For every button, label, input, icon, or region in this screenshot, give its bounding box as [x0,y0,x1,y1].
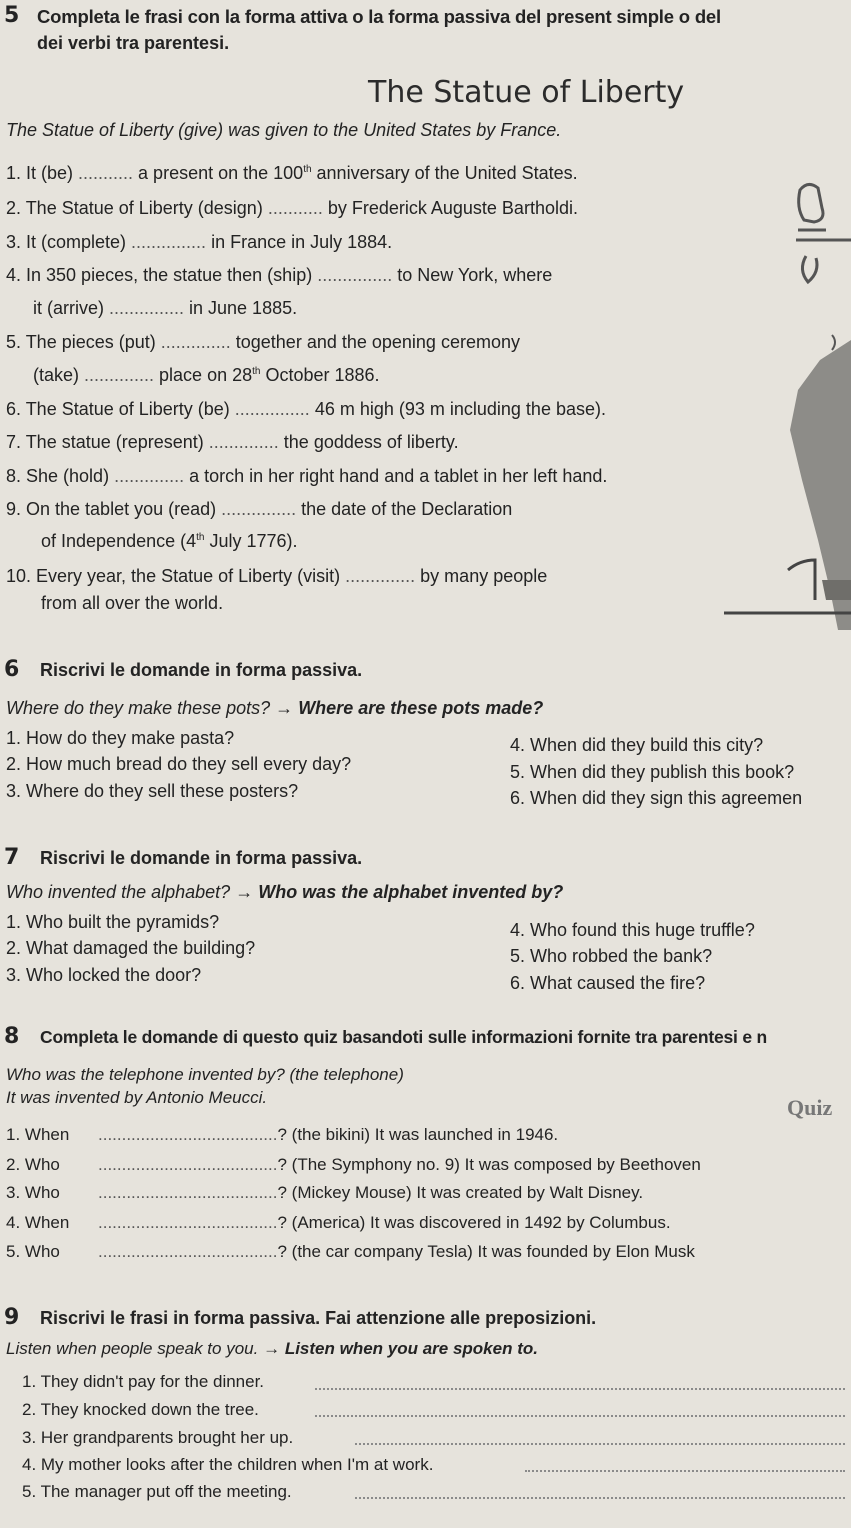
reading-title: The Statue of Liberty [368,75,685,110]
ex8-item-1: 1. When ......................................? (the bikini) It was launched in 1946. [6,1125,559,1144]
exercise-6-number: 6 [4,657,20,682]
ex5-item-7: 7. The statue (represent) .............. the goddess of liberty. [6,432,459,452]
answer-line-1[interactable] [315,1388,845,1390]
ex6-question-1: 1. How do they make pasta? [6,728,235,748]
ex5-item-4: 4. In 350 pieces, the statue then (ship) ............... to New York, where [6,265,553,285]
ex5-item-8: 8. She (hold) .............. a torch in her right hand and a tablet in her left hand. [6,466,608,486]
ex6-question-3: 3. Where do they sell these posters? [6,781,299,801]
ex9-sentence-1: 1. They didn't pay for the dinner. [22,1372,265,1391]
ex8-item-5: 5. Who ......................................? (the car company Tesla) It was founded by Elon Musk [6,1242,695,1261]
answer-line-3[interactable] [355,1443,845,1445]
ex5-item-10: 10. Every year, the Statue of Liberty (visit) .............. by many people [6,566,548,586]
ex5-item-10-cont: from all over the world. [41,593,224,613]
ex6-question-6: 6. When did they sign this agreemen [510,788,803,808]
ex5-item-6: 6. The Statue of Liberty (be) ............... 46 m high (93 m including the base). [6,399,606,419]
exercise-8-instruction: Completa le domande di questo quiz basandoti sulle informazioni fornite tra parentesi e n [40,1027,768,1047]
ex8-item-4: 4. When ......................................? (America) It was discovered in 1492 by Columbus. [6,1213,671,1232]
ex8-item-3: 3. Who ......................................? (Mickey Mouse) It was created by Walt Disney. [6,1183,644,1202]
ex7-question-4: 4. Who found this huge truffle? [510,920,755,940]
ex9-sentence-3: 3. Her grandparents brought her up. [22,1428,294,1447]
answer-line-5[interactable] [355,1497,845,1499]
ex9-sentence-5: 5. The manager put off the meeting. [22,1482,292,1501]
exercise-5-number: 5 [4,3,20,28]
ex6-question-4: 4. When did they build this city? [510,735,764,755]
ex5-item-9: 9. On the tablet you (read) ............... the date of the Declaration [6,499,513,519]
exercise-9-instruction: Riscrivi le frasi in forma passiva. Fai attenzione alle preposizioni. [40,1308,597,1328]
ex7-question-1: 1. Who built the pyramids? [6,912,220,932]
ex5-item-3: 3. It (complete) ............... in France in July 1884. [6,232,393,252]
ex7-question-3: 3. Who locked the door? [6,965,202,985]
exercise-6-instruction: Riscrivi le domande in forma passiva. [40,660,363,680]
ex5-item-9-cont: of Independence (4th July 1776). [41,531,298,551]
statue-base-shape [822,580,851,600]
ex5-item-5: 5. The pieces (put) .............. together and the opening ceremony [6,332,520,352]
ex7-question-5: 5. Who robbed the bank? [510,946,713,966]
ex9-sentence-4: 4. My mother looks after the children when I'm at work. [22,1455,434,1474]
exercise-7-number: 7 [4,845,20,870]
statue-arm-lines [796,230,851,240]
answer-line-2[interactable] [315,1415,845,1417]
ex6-question-2: 2. How much bread do they sell every day? [6,754,352,774]
answer-line-4[interactable] [525,1470,845,1472]
ex7-question-2: 2. What damaged the building? [6,938,256,958]
ex6-question-5: 5. When did they publish this book? [510,762,795,782]
ex5-item-4-cont: it (arrive) ............... in June 1885. [33,298,298,318]
ex5-item-1: 1. It (be) ........... a present on the 100th anniversary of the United States. [6,163,578,183]
exercise-5-example: The Statue of Liberty (give) was given to the United States by France. [6,120,562,140]
statue-torch-shape [799,184,823,222]
statue-face-line [832,335,835,350]
exercise-9-number: 9 [4,1305,20,1330]
ex8-item-2: 2. Who ......................................? (The Symphony no. 9) It was composed by Beethoven [6,1155,701,1174]
ex5-item-5-cont: (take) .............. place on 28th October 1886. [33,365,380,385]
exercise-7-example: Who invented the alphabet? → Who was the alphabet invented by? [6,882,564,902]
quiz-label: Quiz [787,1095,833,1120]
statue-illustration [700,160,851,630]
statue-hand-shape [802,256,817,282]
exercise-5-instruction-line2: dei verbi tra parentesi. [37,33,230,53]
exercise-7-instruction: Riscrivi le domande in forma passiva. [40,848,363,868]
exercise-8-number: 8 [4,1024,20,1049]
ex9-sentence-2: 2. They knocked down the tree. [22,1400,259,1419]
exercise-8-example-question: Who was the telephone invented by? (the telephone) [6,1065,404,1084]
exercise-8-example-answer: It was invented by Antonio Meucci. [6,1088,268,1107]
exercise-5-instruction: Completa le frasi con la forma attiva o la forma passiva del present simple o del [37,6,721,27]
exercise-6-example: Where do they make these pots? → Where are these pots made? [6,698,544,718]
exercise-9-example: Listen when people speak to you. → Listen when you are spoken to. [6,1339,538,1358]
ex7-question-6: 6. What caused the fire? [510,973,706,993]
ex5-item-2: 2. The Statue of Liberty (design) ........... by Frederick Auguste Bartholdi. [6,198,578,218]
